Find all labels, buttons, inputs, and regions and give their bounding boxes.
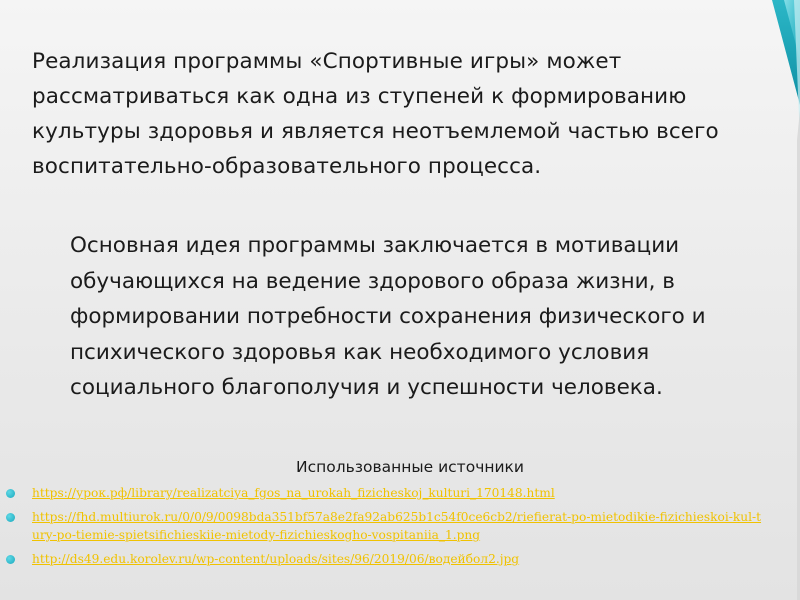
source-link-1[interactable]: https://урок.рф/library/realizatciya_fgos_na_urokah_fizicheskoj_kulturi_170148.html — [32, 486, 555, 500]
bullet-icon — [6, 555, 15, 564]
main-idea-paragraph: Основная идея программы заключается в мотивации обучающихся на ведение здорового образа жизни, в формировании потребности сохранения физического и психического здоровья как необходимого условия социального благополучия и успешности человека. — [70, 233, 706, 400]
list-item — [6, 508, 766, 544]
source-link-2[interactable]: https://fhd.multiurok.ru/0/0/9/0098bda351bf57a8e2fa92ab625b1c54f0ce6cb2/riefierat-po-mietodikie-fizichieskoi-kul-tury-po-tiemie-spietsifichieskiie-mietody-fizichieskogho-vospitaniia_1.png — [32, 510, 762, 542]
sources-title: Использованные источники — [295, 458, 524, 476]
bullet-icon — [6, 513, 15, 522]
list-item — [6, 484, 766, 502]
list-item — [6, 550, 766, 568]
intro-paragraph: Реализация программы «Спортивные игры» может рассматриваться как одна из ступеней к формированию культуры здоровья и является неотъемлемой частью всего воспитательно-образовательного процесса. — [32, 49, 719, 179]
bullet-icon — [6, 489, 15, 498]
sources-list — [6, 484, 766, 574]
source-link-3[interactable]: http://ds49.edu.korolev.ru/wp-content/uploads/sites/96/2019/06/водейбол2.jpg — [32, 552, 520, 566]
